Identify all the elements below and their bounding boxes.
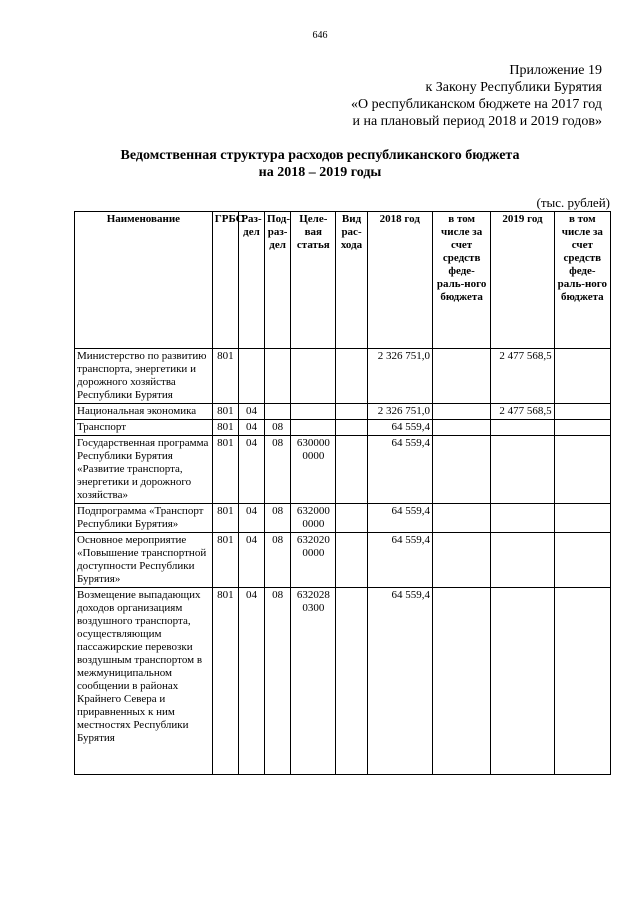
- header-target: Целе-вая статья: [291, 212, 336, 349]
- cell-2019: [491, 533, 554, 588]
- header-2018: 2018 год: [367, 212, 432, 349]
- cell-grbs: 801: [212, 436, 238, 504]
- cell-podrazdel: 08: [265, 436, 291, 504]
- cell-fed-2019: [554, 436, 610, 504]
- cell-razdel: 04: [238, 404, 264, 420]
- cell-vid: [336, 349, 367, 404]
- table-row: [75, 349, 611, 404]
- header-fed-2019: в том числе за счет средств феде-раль-ного бюджета: [554, 212, 610, 349]
- cell-name: Основное мероприятие «Повышение транспортной доступности Республики Бурятия»: [75, 533, 213, 588]
- cell-grbs: 801: [212, 588, 238, 775]
- cell-vid: [336, 533, 367, 588]
- cell-grbs: 801: [212, 504, 238, 533]
- cell-podrazdel: 08: [265, 504, 291, 533]
- appendix-line: к Закону Республики Бурятия: [425, 80, 602, 95]
- cell-razdel: 04: [238, 588, 264, 775]
- cell-fed-2018: [432, 436, 490, 504]
- cell-2018: 2 326 751,0: [367, 349, 432, 404]
- cell-vid: [336, 504, 367, 533]
- appendix-line: Приложение 19: [509, 63, 602, 78]
- cell-2018: 64 559,4: [367, 588, 432, 775]
- cell-2019: [491, 504, 554, 533]
- cell-podrazdel: [265, 404, 291, 420]
- cell-2018: 64 559,4: [367, 436, 432, 504]
- header-name: Наименование: [75, 212, 213, 349]
- cell-2019: [491, 420, 554, 436]
- cell-podrazdel: 08: [265, 533, 291, 588]
- cell-fed-2019: [554, 420, 610, 436]
- cell-fed-2018: [432, 404, 490, 420]
- table-header-row: [75, 212, 611, 349]
- cell-vid: [336, 404, 367, 420]
- cell-vid: [336, 420, 367, 436]
- cell-target: 632020 0000: [291, 533, 336, 588]
- cell-fed-2018: [432, 504, 490, 533]
- cell-name: Транспорт: [75, 420, 213, 436]
- cell-fed-2019: [554, 533, 610, 588]
- table-row: [75, 533, 611, 588]
- appendix-note: [351, 62, 602, 130]
- cell-razdel: 04: [238, 504, 264, 533]
- cell-grbs: 801: [212, 533, 238, 588]
- budget-table: [74, 211, 611, 775]
- cell-2019: [491, 588, 554, 775]
- table-row: [75, 436, 611, 504]
- cell-name: Национальная экономика: [75, 404, 213, 420]
- cell-target: [291, 349, 336, 404]
- cell-name: Государственная программа Республики Бурятия «Развитие транспорта, энергетики и дорожного хозяйства»: [75, 436, 213, 504]
- cell-fed-2018: [432, 420, 490, 436]
- cell-target: [291, 420, 336, 436]
- cell-grbs: 801: [212, 420, 238, 436]
- cell-razdel: 04: [238, 436, 264, 504]
- cell-razdel: 04: [238, 533, 264, 588]
- table-row: [75, 588, 611, 775]
- cell-fed-2019: [554, 588, 610, 775]
- cell-2019: 2 477 568,5: [491, 349, 554, 404]
- cell-razdel: 04: [238, 420, 264, 436]
- cell-2018: 64 559,4: [367, 533, 432, 588]
- cell-target: 632028 0300: [291, 588, 336, 775]
- header-vid: Вид рас-хода: [336, 212, 367, 349]
- appendix-line: и на плановый период 2018 и 2019 годов»: [352, 114, 602, 129]
- cell-2018: 64 559,4: [367, 420, 432, 436]
- cell-fed-2018: [432, 349, 490, 404]
- cell-fed-2018: [432, 533, 490, 588]
- title-line: на 2018 – 2019 годы: [258, 165, 382, 180]
- header-fed-2018: в том числе за счет средств феде-раль-ного бюджета: [432, 212, 490, 349]
- cell-target: 630000 0000: [291, 436, 336, 504]
- cell-name: Возмещение выпадающих доходов организациям воздушного транспорта, осуществляющим пассажирские перевозки воздушным транспортом в межмуниципальном сообщении в районах Крайнего Севера и приравненных к ним местностях Республики Бурятия: [75, 588, 213, 775]
- cell-vid: [336, 588, 367, 775]
- cell-fed-2019: [554, 504, 610, 533]
- cell-vid: [336, 436, 367, 504]
- cell-podrazdel: [265, 349, 291, 404]
- document-title: [0, 147, 640, 181]
- cell-2018: 64 559,4: [367, 504, 432, 533]
- header-grbs: ГРБС: [212, 212, 238, 349]
- cell-grbs: 801: [212, 349, 238, 404]
- table-row: [75, 420, 611, 436]
- header-razdel: Раз-дел: [238, 212, 264, 349]
- cell-2019: 2 477 568,5: [491, 404, 554, 420]
- cell-podrazdel: 08: [265, 588, 291, 775]
- cell-grbs: 801: [212, 404, 238, 420]
- cell-fed-2018: [432, 588, 490, 775]
- cell-target: [291, 404, 336, 420]
- cell-podrazdel: 08: [265, 420, 291, 436]
- cell-target: 632000 0000: [291, 504, 336, 533]
- cell-name: Подпрограмма «Транспорт Республики Бурятия»: [75, 504, 213, 533]
- title-line: Ведомственная структура расходов республиканского бюджета: [120, 148, 520, 163]
- cell-fed-2019: [554, 404, 610, 420]
- cell-fed-2019: [554, 349, 610, 404]
- appendix-line: «О республиканском бюджете на 2017 год: [351, 97, 602, 112]
- table-row: [75, 504, 611, 533]
- units-label: (тыс. рублей): [536, 195, 610, 210]
- cell-2018: 2 326 751,0: [367, 404, 432, 420]
- cell-name: Министерство по развитию транспорта, энергетики и дорожного хозяйства Республики Бурятия: [75, 349, 213, 404]
- header-podrazdel: Под-раз-дел: [265, 212, 291, 349]
- cell-razdel: [238, 349, 264, 404]
- table-row: [75, 404, 611, 420]
- cell-2019: [491, 436, 554, 504]
- header-2019: 2019 год: [491, 212, 554, 349]
- page-number: 646: [312, 30, 328, 41]
